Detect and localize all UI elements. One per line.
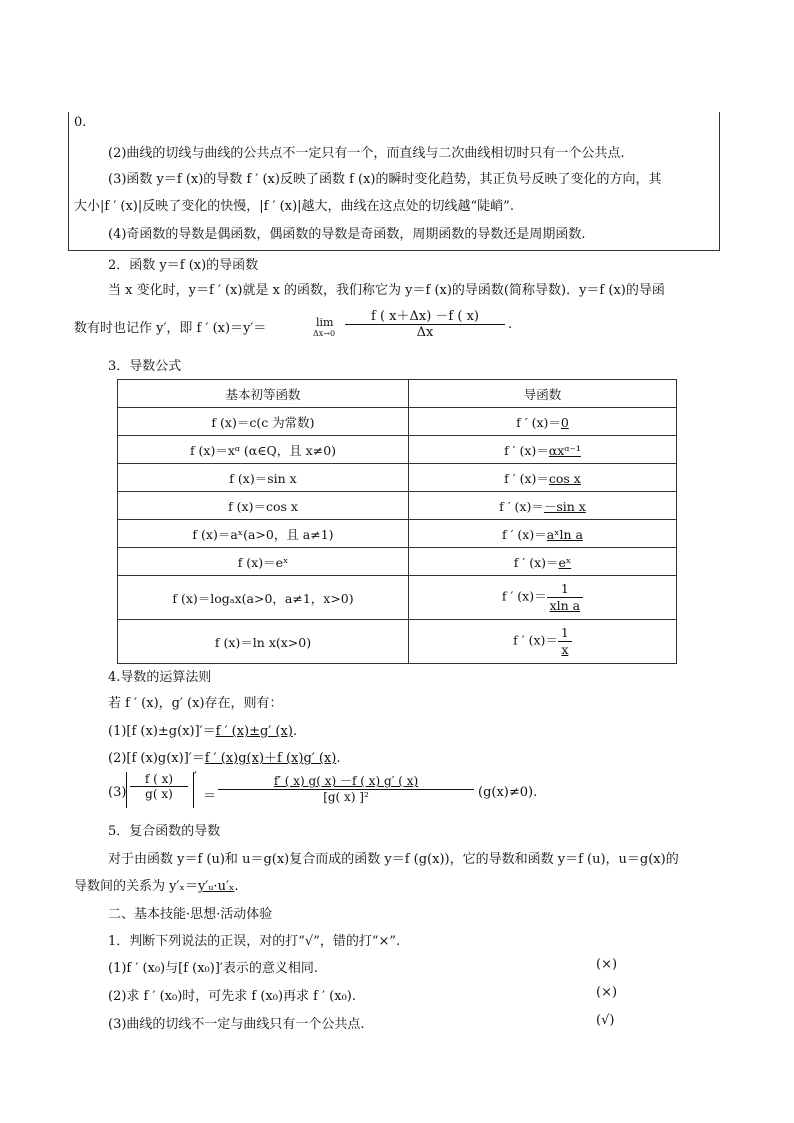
table-cell-derivative (409, 492, 677, 520)
derivative-prefix: f ′ (x)＝ (504, 442, 549, 458)
rule-1-prefix: (1)[f (x)±g(x)]′＝ (108, 724, 216, 739)
derivative-prefix: f ′ (x)＝ (516, 414, 561, 430)
table-row (118, 436, 677, 464)
derivative-answer: eˣ (558, 554, 572, 570)
judge-item-3: (3)曲线的切线不一定与曲线只有一个公共点. (108, 1017, 365, 1032)
sec3-title: 3．导数公式 (108, 359, 182, 374)
derivative-prefix: f ′ (x)＝ (504, 470, 549, 486)
rule-1-answer: f ′ (x)±g′ (x) (215, 724, 293, 739)
fraction-denominator: x (558, 641, 572, 658)
table-cell-derivative (409, 548, 677, 576)
derivative-answer: aˣln a (546, 526, 583, 542)
derivative-prefix: f ′ (x)＝ (499, 498, 544, 514)
table-row (118, 464, 677, 492)
table-cell-function: f (x)＝aˣ(a>0，且 a≠1) (118, 520, 409, 548)
table-cell-derivative (409, 436, 677, 464)
table-row (118, 492, 677, 520)
header-derivative: 导函数 (409, 380, 677, 408)
quotient-numerator: f′ ( x) g( x) －f ( x) g′ ( x) (273, 774, 419, 788)
table-cell-function: f (x)＝eˣ (118, 548, 409, 576)
quotient-rule-fraction (218, 772, 474, 804)
rule-2-answer: f ′ (x)g(x)＋f (x)g′ (x) (204, 751, 337, 766)
table-cell-function: f (x)＝cos x (118, 492, 409, 520)
rule-2: (2)[f (x)g(x)]′＝f ′ (x)g(x)＋f (x)g′ (x). (108, 751, 341, 766)
sec2-title: 2．函数 y＝f (x)的导函数 (108, 258, 259, 273)
derivative-answer: 0 (560, 414, 569, 430)
note-point-3a: (3)函数 y＝f (x)的导数 f ′ (x)反映了函数 f (x)的瞬时变化趋势，其正负号反映了变化的方向，其 (108, 172, 662, 187)
chain-rule-answer: y′ᵤ·u′ₓ (197, 879, 235, 894)
table-cell-function: f (x)＝c(c 为常数) (118, 408, 409, 436)
derivative-answer: －sin x (543, 498, 586, 514)
table-row (118, 520, 677, 548)
derivative-definition-fraction (345, 305, 505, 340)
chain-rule-end: . (234, 879, 239, 894)
rule-3-label: (3) (108, 785, 127, 800)
judge-mark-3: (√) (596, 1013, 615, 1028)
derivative-fraction (547, 581, 584, 613)
rule-3-inner-fraction (130, 772, 188, 801)
sec4-intro: 若 f ′ (x)，g′ (x)存在，则有： (108, 696, 283, 711)
table-cell-function: f (x)＝sin x (118, 464, 409, 492)
lim-symbol: lim (316, 316, 334, 329)
quotient-denominator: [g( x) ]² (218, 789, 474, 804)
table-cell-derivative (409, 576, 677, 620)
rule-3-condition: (g(x)≠0). (478, 785, 538, 800)
table-row (118, 576, 677, 620)
header-basic-function: 基本初等函数 (118, 380, 409, 408)
judge-mark-2: (×) (596, 985, 618, 1000)
note-point-2: (2)曲线的切线与曲线的公共点不一定只有一个，而直线与二次曲线相切时只有一个公共点. (108, 146, 625, 161)
sec2-period: . (508, 317, 513, 332)
derivative-denominator: Δx (345, 324, 505, 340)
note-point-4: (4)奇函数的导数是偶函数，偶函数的导数是奇函数，周期函数的导数还是周期函数. (108, 227, 586, 242)
question-1: 1．判断下列说法的正误，对的打“√”，错的打“×”. (108, 934, 401, 949)
derivative-answer: cos x (548, 470, 581, 486)
lim-subscript: Δx→0 (313, 329, 336, 338)
derivative-table (117, 379, 677, 664)
table-cell-function: f (x)＝xᵅ (α∈Q，且 x≠0) (118, 436, 409, 464)
derivative-numerator: f ( x＋Δx) －f ( x) (371, 309, 479, 324)
judge-item-2: (2)求 f ′ (x₀)时，可先求 f (x₀)再求 f ′ (x₀). (108, 989, 357, 1004)
chain-rule-prefix: 导数间的关系为 y′ₓ＝ (74, 879, 198, 894)
judge-mark-1: (×) (596, 957, 618, 972)
table-cell-derivative (409, 620, 677, 664)
sec5-title: 5．复合函数的导数 (108, 824, 221, 839)
fraction-numerator: 1 (560, 581, 569, 597)
derivative-fraction (558, 625, 572, 657)
fraction-numerator: 1 (560, 625, 569, 641)
derivative-prefix: f ′ (x)＝ (502, 526, 547, 542)
derivative-prefix: f ′ (x)＝ (513, 633, 558, 648)
table-row (118, 408, 677, 436)
table-header-row (118, 380, 677, 408)
note-line0: 0. (74, 115, 87, 130)
rule-2-prefix: (2)[f (x)g(x)]′＝ (108, 751, 205, 766)
rule-3-equals: ＝ (203, 789, 217, 804)
table-cell-derivative (409, 520, 677, 548)
table-row (118, 548, 677, 576)
fraction-denominator: xln a (547, 597, 584, 614)
table-cell-derivative (409, 408, 677, 436)
part2-title: 二、基本技能·思想·活动体验 (108, 907, 273, 922)
table-row (118, 620, 677, 664)
table-cell-function: f (x)＝logₐx(a>0，a≠1，x>0) (118, 576, 409, 620)
sec4-title: 4.导数的运算法则 (108, 670, 212, 685)
sec2-para1: 当 x 变化时，y＝f ′ (x)就是 x 的函数，我们称它为 y＝f (x)的导函数(简称导数)．y＝f (x)的导函 (108, 283, 665, 298)
inner-numerator: f ( x) (144, 772, 174, 786)
sec5-para2 (74, 875, 239, 894)
rule-3-prime: ′ (194, 770, 197, 785)
table-cell-function: f (x)＝ln x(x>0) (118, 620, 409, 664)
derivative-prefix: f ′ (x)＝ (501, 589, 547, 604)
derivative-answer: αxᵅ⁻¹ (548, 442, 581, 458)
derivative-prefix: f ′ (x)＝ (513, 554, 559, 570)
sec2-para2: 数有时也记作 y′，即 f ′ (x)＝y′＝ (74, 321, 267, 336)
rule-1: (1)[f (x)±g(x)]′＝f ′ (x)±g′ (x). (108, 724, 298, 739)
judge-item-1: (1)f ′ (x₀)与[f (x₀)]′表示的意义相同. (108, 961, 318, 976)
table-cell-derivative (409, 464, 677, 492)
note-point-3b: 大小|f ′ (x)|反映了变化的快慢，|f ′ (x)|越大，曲线在这点处的切线越“陡峭”. (74, 199, 514, 214)
sec5-para1: 对于由函数 y＝f (u)和 u＝g(x)复合而成的函数 y＝f (g(x))，它的导数和函数 y＝f (u)，u＝g(x)的 (108, 852, 679, 867)
inner-denominator: g( x) (130, 786, 188, 801)
